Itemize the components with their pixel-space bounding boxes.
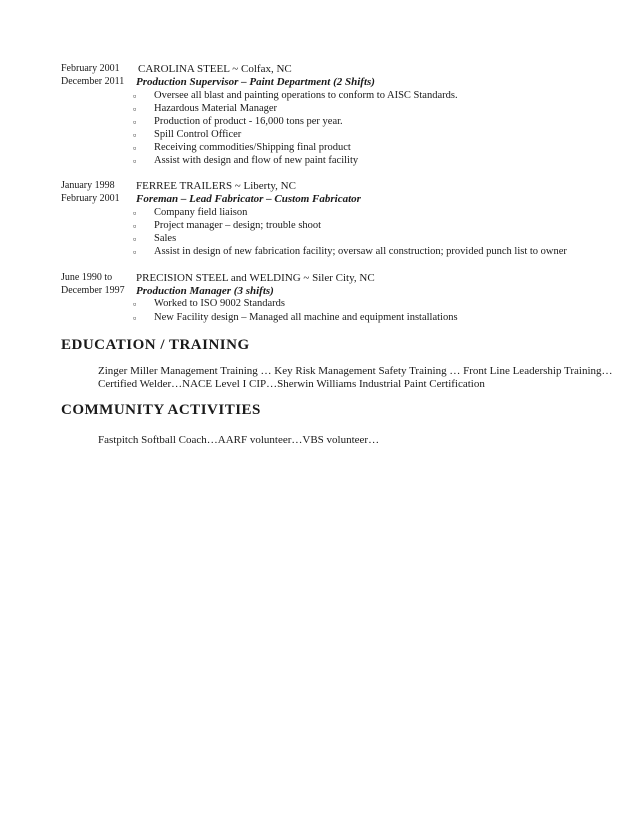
job-employer: CAROLINA STEEL ~ Colfax, NC [138,63,292,75]
job-title: Production Supervisor – Paint Department (2 Shifts) [136,76,375,88]
community-heading: COMMUNITY ACTIVITIES [61,402,261,418]
education-heading: EDUCATION / TRAINING [61,337,250,353]
bullet-icon: ▫ [133,299,137,309]
job-employer: FERREE TRAILERS ~ Liberty, NC [136,180,296,192]
education-line: Zinger Miller Management Training … Key Risk Management Safety Training … Front Line Leadership Training… [98,365,613,377]
bullet-icon: ▫ [133,156,137,166]
job-date-start: February 2001 [61,63,120,74]
bullet-icon: ▫ [133,208,137,218]
duty-text: Sales [154,233,177,244]
bullet-icon: ▫ [133,130,137,140]
duty-text: Project manager – design; trouble shoot [154,220,322,231]
bullet-icon: ▫ [133,104,137,114]
duty-text: Hazardous Material Manager [154,103,278,114]
job-date-end: December 2011 [61,76,125,87]
community-line: Fastpitch Softball Coach…AARF volunteer…VBS volunteer… [98,434,380,446]
duty-text: Spill Control Officer [154,129,242,140]
job-date-end: February 2001 [61,193,120,204]
job-title: Production Manager (3 shifts) [136,285,274,297]
job-title: Foreman – Lead Fabricator – Custom Fabricator [136,193,361,205]
duty-text: Assist in design of new fabrication facility; oversaw all construction; provided punch list to owner [154,246,567,257]
duty-text: Receiving commodities/Shipping final product [154,142,351,153]
bullet-icon: ▫ [133,221,137,231]
education-line: Certified Welder…NACE Level I CIP…Sherwin Williams Industrial Paint Certification [98,378,485,390]
duty-text: Production of product - 16,000 tons per year. [154,116,343,127]
bullet-icon: ▫ [133,143,137,153]
bullet-icon: ▫ [133,234,137,244]
job-date-start: January 1998 [61,180,115,191]
bullet-icon: ▫ [133,117,137,127]
duty-text: Assist with design and flow of new paint facility [154,155,359,166]
job-date-end: December 1997 [61,285,125,296]
duty-text: Worked to ISO 9002 Standards [154,298,285,309]
bullet-icon: ▫ [133,247,137,257]
duty-text: New Facility design – Managed all machine and equipment installations [154,312,458,323]
job-date-start: June 1990 to [61,272,113,283]
bullet-icon: ▫ [133,313,137,323]
duty-text: Company field liaison [154,207,248,218]
bullet-icon: ▫ [133,91,137,101]
duty-text: Oversee all blast and painting operations to conform to AISC Standards. [154,90,458,101]
job-employer: PRECISION STEEL and WELDING ~ Siler City, NC [136,272,375,284]
